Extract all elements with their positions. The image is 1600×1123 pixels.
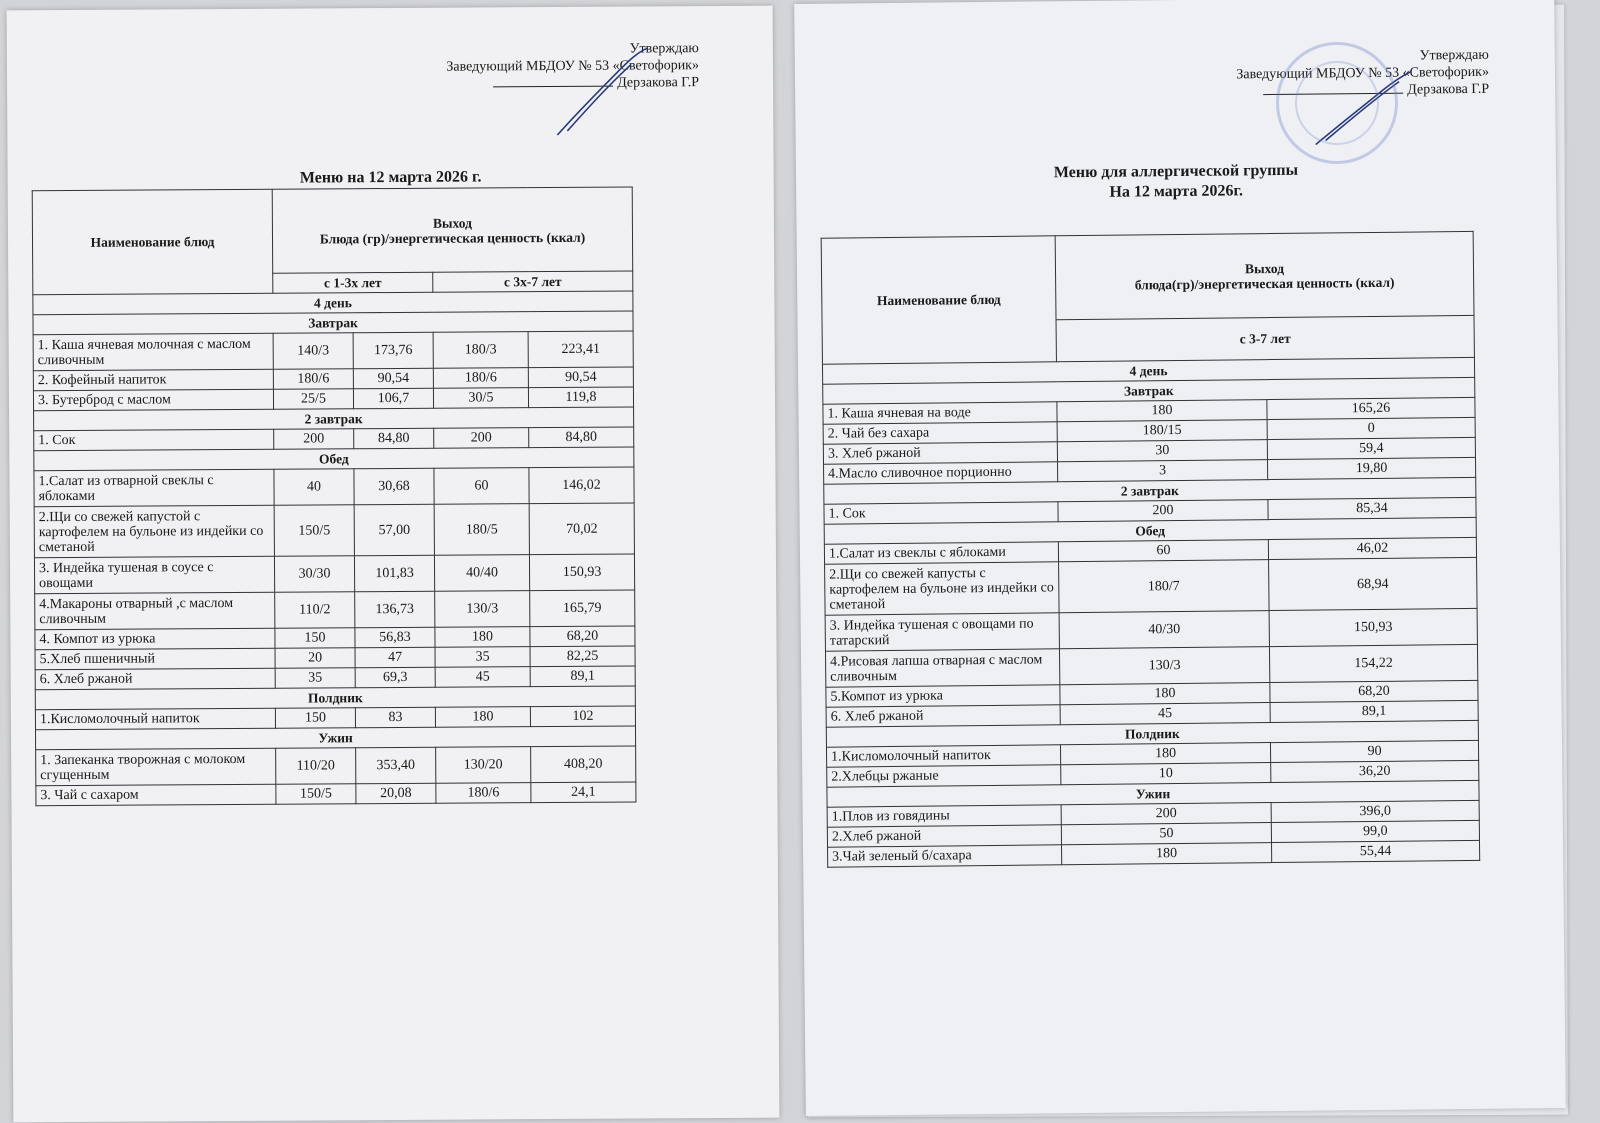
value-cell: 89,1 <box>530 666 635 687</box>
header-dish-name: Наименование блюд <box>821 236 1056 364</box>
value-cell: 45 <box>1060 703 1270 725</box>
table-row <box>825 557 1478 615</box>
value-cell: 173,76 <box>353 332 433 368</box>
dish-name: 2. Чай без сахара <box>823 422 1057 444</box>
value-cell: 180/6 <box>436 783 531 804</box>
section-title: 2 завтрак <box>34 407 634 431</box>
value-cell: 130/20 <box>436 747 531 784</box>
dish-name: 4.Рисовая лапша отварная с маслом сливочным <box>825 649 1059 687</box>
dish-name: 2.Щи со свежей капусты с картофелем на бульоне из индейки со сметаной <box>825 562 1060 615</box>
value-cell: 180 <box>435 627 530 648</box>
table-row <box>34 467 634 507</box>
dish-name: 4.Макароны отварный ,с маслом сливочным <box>35 592 275 629</box>
value-cell: 102 <box>530 706 635 727</box>
value-cell: 30/30 <box>274 556 354 592</box>
value-cell: 82,25 <box>530 646 635 667</box>
header-output-subtitle: блюда(гр)/энергетическая ценность (ккал) <box>1134 274 1395 292</box>
value-cell: 200 <box>274 429 354 449</box>
section-title: Ужин <box>36 726 636 750</box>
header-output-title: Выход <box>1244 260 1285 276</box>
value-cell: 40/30 <box>1059 611 1269 649</box>
dish-name: 1.Салат из отварной свеклы с яблоками <box>34 469 274 506</box>
value-cell: 180 <box>1057 400 1267 422</box>
table-row <box>35 590 635 630</box>
round-stamp-icon <box>1276 42 1398 164</box>
header-dish-name: Наименование блюд <box>32 189 273 294</box>
dish-name: 2. Кофейный напиток <box>33 369 273 390</box>
section-title: Полдник <box>35 686 635 710</box>
dish-name: 3. Хлеб ржаной <box>823 442 1057 464</box>
dish-name: 3. Чай с сахаром <box>36 784 276 805</box>
value-cell: 106,7 <box>353 388 433 408</box>
approval-title: Утверждаю <box>1419 47 1489 64</box>
value-cell: 69,3 <box>355 667 435 687</box>
dish-name: 3. Индейка тушеная с овощами по татарский <box>825 613 1059 651</box>
menu-title <box>796 158 1556 206</box>
dish-name: 1.Кисломолочный напиток <box>826 745 1060 767</box>
menu-title: Меню на 12 марта 2026 г. <box>299 168 482 187</box>
table-row <box>34 554 634 594</box>
value-cell: 130/3 <box>435 591 530 628</box>
value-cell: 180/3 <box>433 332 528 369</box>
value-cell: 68,20 <box>1270 680 1478 702</box>
value-cell: 119,8 <box>528 387 633 408</box>
dish-name: 4. Компот из урюка <box>35 628 275 649</box>
dish-name: 1. Сок <box>824 502 1058 524</box>
menu-table <box>32 187 637 807</box>
value-cell: 165,79 <box>530 590 635 627</box>
table-row <box>34 503 634 558</box>
menu-table <box>821 231 1481 868</box>
approval-signer: Дерзакова Г.Р <box>1407 81 1490 98</box>
value-cell: 35 <box>275 668 355 688</box>
value-cell: 70,02 <box>529 503 634 555</box>
table-row <box>36 746 636 786</box>
value-cell: 353,40 <box>356 747 436 783</box>
value-cell: 68,94 <box>1269 557 1478 610</box>
value-cell: 89,1 <box>1270 700 1478 722</box>
value-cell: 83 <box>355 707 435 727</box>
value-cell: 223,41 <box>528 331 633 368</box>
section-title: Завтрак <box>823 377 1475 404</box>
section-title: Обед <box>34 447 634 471</box>
dish-name: 3. Бутерброд с маслом <box>33 389 273 410</box>
value-cell: 150 <box>275 628 355 648</box>
value-cell: 180/15 <box>1057 420 1267 442</box>
header-age-1-3: с 1-3х лет <box>273 272 433 293</box>
dish-name: 6. Хлеб ржаной <box>35 668 275 689</box>
value-cell: 85,34 <box>1268 497 1476 519</box>
value-cell: 57,00 <box>354 504 434 555</box>
menu-title-line1: Меню для аллергической группы <box>1053 161 1299 182</box>
dish-name: 1. Запеканка творожная с молоком сгущенным <box>36 748 276 785</box>
value-cell: 20,08 <box>356 783 436 803</box>
value-cell: 200 <box>1058 500 1268 522</box>
value-cell: 56,83 <box>355 627 435 647</box>
value-cell: 408,20 <box>531 746 636 783</box>
section-title: 2 завтрак <box>824 477 1476 504</box>
approval-position: Заведующий МБДОУ № 53 «Светофорик» <box>446 58 700 75</box>
value-cell: 19,80 <box>1267 457 1475 479</box>
header-output <box>1055 231 1474 319</box>
dish-name: 1. Каша ячневая на воде <box>823 402 1057 424</box>
dish-name: 1.Плов из говядины <box>827 805 1061 827</box>
value-cell: 68,20 <box>530 626 635 647</box>
dish-name: 4.Масло сливочное порционно <box>824 462 1058 484</box>
signature-icon <box>547 42 658 139</box>
dish-name: 5.Компот из урюка <box>826 685 1060 707</box>
header-output <box>272 187 633 273</box>
value-cell: 101,83 <box>354 555 434 591</box>
header-age-3-7: с 3-7 лет <box>1056 315 1474 361</box>
value-cell: 200 <box>1061 803 1271 825</box>
value-cell: 0 <box>1267 417 1475 439</box>
approval-title: Утверждаю <box>629 41 699 57</box>
value-cell: 110/2 <box>275 592 355 628</box>
value-cell: 20 <box>275 648 355 668</box>
dish-name: 2.Хлеб ржаной <box>827 825 1061 847</box>
value-cell: 150 <box>275 708 355 728</box>
value-cell: 40 <box>274 469 354 505</box>
table-row <box>33 331 633 371</box>
value-cell: 110/20 <box>276 748 356 784</box>
value-cell: 3 <box>1058 460 1268 482</box>
header-output-title: Выход <box>432 215 472 231</box>
dish-name: 5.Хлеб пшеничный <box>35 648 275 669</box>
value-cell: 30 <box>1057 440 1267 462</box>
right-menu-sheet <box>794 0 1566 1116</box>
table-row <box>36 782 636 806</box>
value-cell: 60 <box>1058 540 1268 562</box>
value-cell: 136,73 <box>355 591 435 627</box>
value-cell: 180/5 <box>434 504 529 556</box>
header-output-subtitle: Блюда (гр)/энергетическая ценность (ккал) <box>319 229 586 246</box>
day-label: 4 день <box>33 291 633 315</box>
value-cell: 24,1 <box>531 782 636 803</box>
dish-name: 1. Каша ячневая молочная с маслом сливочным <box>33 333 273 370</box>
value-cell: 59,4 <box>1267 437 1475 459</box>
value-cell: 200 <box>434 428 529 449</box>
dish-name: 2.Хлебцы ржаные <box>827 765 1061 787</box>
section-title: Завтрак <box>33 311 633 335</box>
dish-name: 3.Чай зеленый б/сахара <box>828 845 1062 867</box>
left-menu-sheet <box>7 6 780 1123</box>
value-cell: 47 <box>355 647 435 667</box>
value-cell: 99,0 <box>1271 820 1479 842</box>
value-cell: 140/3 <box>273 333 353 369</box>
value-cell: 180/7 <box>1059 560 1270 613</box>
value-cell: 150/5 <box>276 784 356 804</box>
value-cell: 10 <box>1061 763 1271 785</box>
value-cell: 90,54 <box>353 368 433 388</box>
value-cell: 60 <box>434 468 529 505</box>
value-cell: 55,44 <box>1272 840 1480 862</box>
value-cell: 180 <box>1062 843 1272 865</box>
value-cell: 25/5 <box>273 389 353 409</box>
value-cell: 45 <box>435 667 530 688</box>
value-cell: 36,20 <box>1271 760 1479 782</box>
value-cell: 90 <box>1270 740 1478 762</box>
value-cell: 40/40 <box>434 555 529 592</box>
value-cell: 90,54 <box>528 367 633 388</box>
day-label: 4 день <box>822 357 1474 384</box>
section-title: Ужин <box>827 780 1479 807</box>
value-cell: 84,80 <box>529 427 634 448</box>
value-cell: 150/5 <box>274 505 354 556</box>
dish-name: 2.Щи со свежей капустой с картофелем на бульоне из индейки со сметаной <box>34 505 274 557</box>
value-cell: 165,26 <box>1267 397 1475 419</box>
dish-name: 6. Хлеб ржаной <box>826 705 1060 727</box>
value-cell: 150,93 <box>529 554 634 591</box>
value-cell: 130/3 <box>1059 647 1269 685</box>
value-cell: 30,68 <box>354 468 434 504</box>
value-cell: 180 <box>1060 743 1270 765</box>
value-cell: 30/5 <box>433 388 528 409</box>
approval-signer: Дерзакова Г.Р <box>617 75 700 91</box>
value-cell: 154,22 <box>1269 644 1477 682</box>
dish-name: 1.Кисломолочный напиток <box>35 708 275 729</box>
section-title: Полдник <box>826 720 1478 747</box>
dish-name: 1.Салат из свеклы с яблоками <box>824 542 1058 564</box>
dish-name: 1. Сок <box>34 429 274 450</box>
value-cell: 84,80 <box>354 428 434 448</box>
value-cell: 180/6 <box>433 368 528 389</box>
value-cell: 46,02 <box>1268 537 1476 559</box>
section-title: Обед <box>824 517 1476 544</box>
value-cell: 180/6 <box>273 369 353 389</box>
header-age-3-7: с 3х-7 лет <box>433 271 633 292</box>
value-cell: 35 <box>435 647 530 668</box>
value-cell: 180 <box>435 707 530 728</box>
dish-name: 3. Индейка тушеная в соусе с овощами <box>34 556 274 593</box>
value-cell: 150,93 <box>1269 608 1477 646</box>
value-cell: 50 <box>1061 823 1271 845</box>
value-cell: 396,0 <box>1271 800 1479 822</box>
approval-position: Заведующий МБДОУ № 53 «Светофорик» <box>1236 64 1490 83</box>
menu-title-line2: На 12 марта 2026г. <box>1109 182 1243 201</box>
value-cell: 146,02 <box>529 467 634 504</box>
value-cell: 180 <box>1060 683 1270 705</box>
